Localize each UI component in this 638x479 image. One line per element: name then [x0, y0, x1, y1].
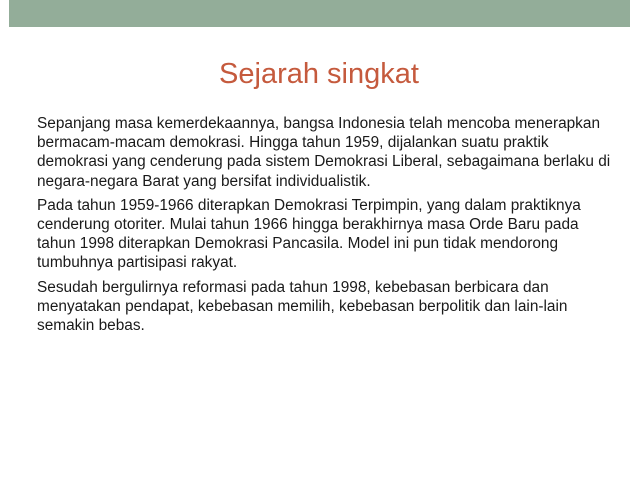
paragraph-1: Sepanjang masa kemerdekaannya, bangsa Indonesia telah mencoba menerapkan bermacam-macam demokrasi. Hingga tahun 1959, dijalankan suatu praktik demokrasi yang cenderung pada sistem Demokrasi Liberal, sebagaimana berlaku di negara-negara Barat yang bersifat individualistik.: [37, 115, 611, 190]
slide-body: [37, 114, 612, 340]
paragraph-2: Pada tahun 1959-1966 diterapkan Demokrasi Terpimpin, yang dalam praktiknya cenderung otoriter. Mulai tahun 1966 hingga berakhirnya masa Orde Baru pada tahun 1998 diterapkan Demokrasi Pancasila. Model ini pun tidak mendorong tumbuhnya partisipasi rakyat.: [37, 196, 581, 272]
paragraph-3: Sesudah bergulirnya reformasi pada tahun 1998, kebebasan berbicara dan menyatakan pendapat, kebebasan memilih, kebebasan berpolitik dan lain-lain semakin bebas.: [37, 278, 568, 335]
slide-title: Sejarah singkat: [219, 58, 419, 90]
header-accent-bar: [9, 0, 630, 27]
